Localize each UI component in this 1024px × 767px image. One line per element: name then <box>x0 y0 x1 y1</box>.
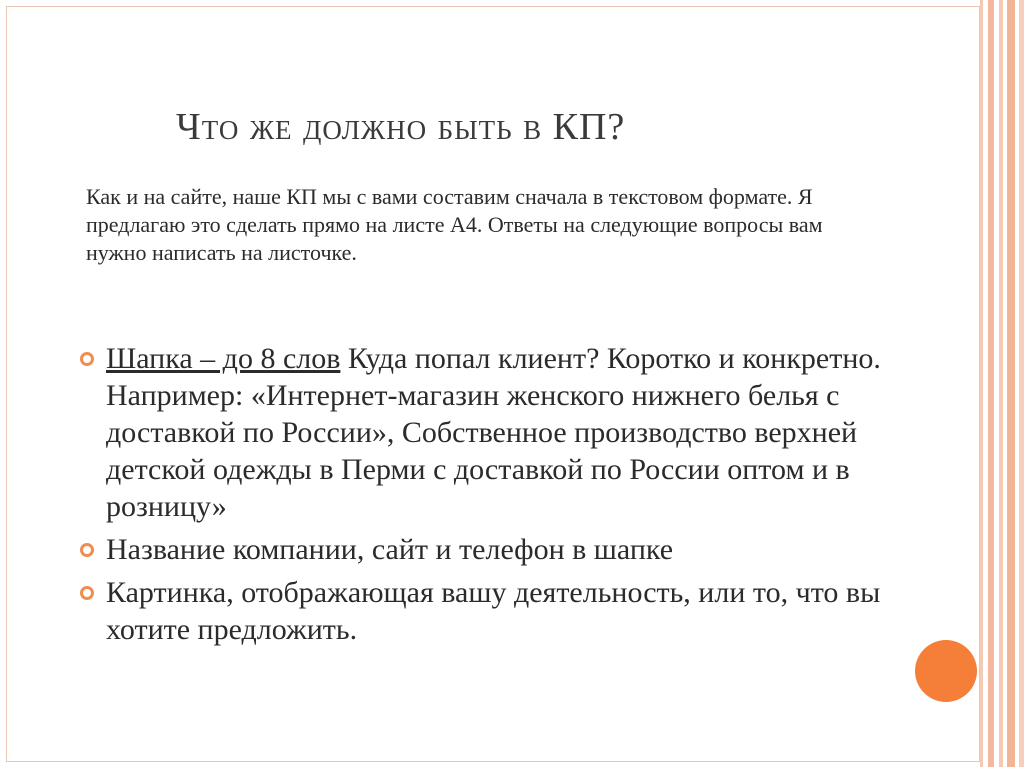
stripe <box>988 0 994 767</box>
list-item <box>80 340 900 525</box>
bullet-ring-icon <box>80 543 94 557</box>
bullet-ring-icon <box>80 352 94 366</box>
bullet-list <box>80 340 900 654</box>
decorative-circle <box>915 640 977 702</box>
decorative-stripes <box>980 0 1024 767</box>
bullet-text: Название компании, сайт и телефон в шапке <box>106 533 674 566</box>
bullet-underlined-text: Шапка – до 8 слов <box>106 342 341 375</box>
bullet-text: Картинка, отображающая вашу деятельность, или то, что вы хотите предложить. <box>106 576 881 646</box>
bullet-ring-icon <box>80 586 94 600</box>
bullet-text: Куда попал клиент? Коротко и конкретно. Например: «Интернет-магазин женского нижнего белья с доставкой по России», Собственное производство верхней детской одежды в Перми с доставкой по России оптом и в розницу» <box>106 342 881 523</box>
stripe <box>1019 0 1024 767</box>
stripe <box>980 0 983 767</box>
list-item <box>80 574 900 648</box>
list-item <box>80 531 900 568</box>
stripe <box>1007 0 1015 767</box>
intro-text: Как и на сайте, наше КП мы с вами составим сначала в текстовом формате. Я предлагаю это сделать прямо на листе А4. Ответы на следующие вопросы вам нужно написать на листочке. <box>86 184 823 265</box>
slide-title: Что же должно быть в КП? <box>176 106 626 148</box>
stripe <box>999 0 1003 767</box>
